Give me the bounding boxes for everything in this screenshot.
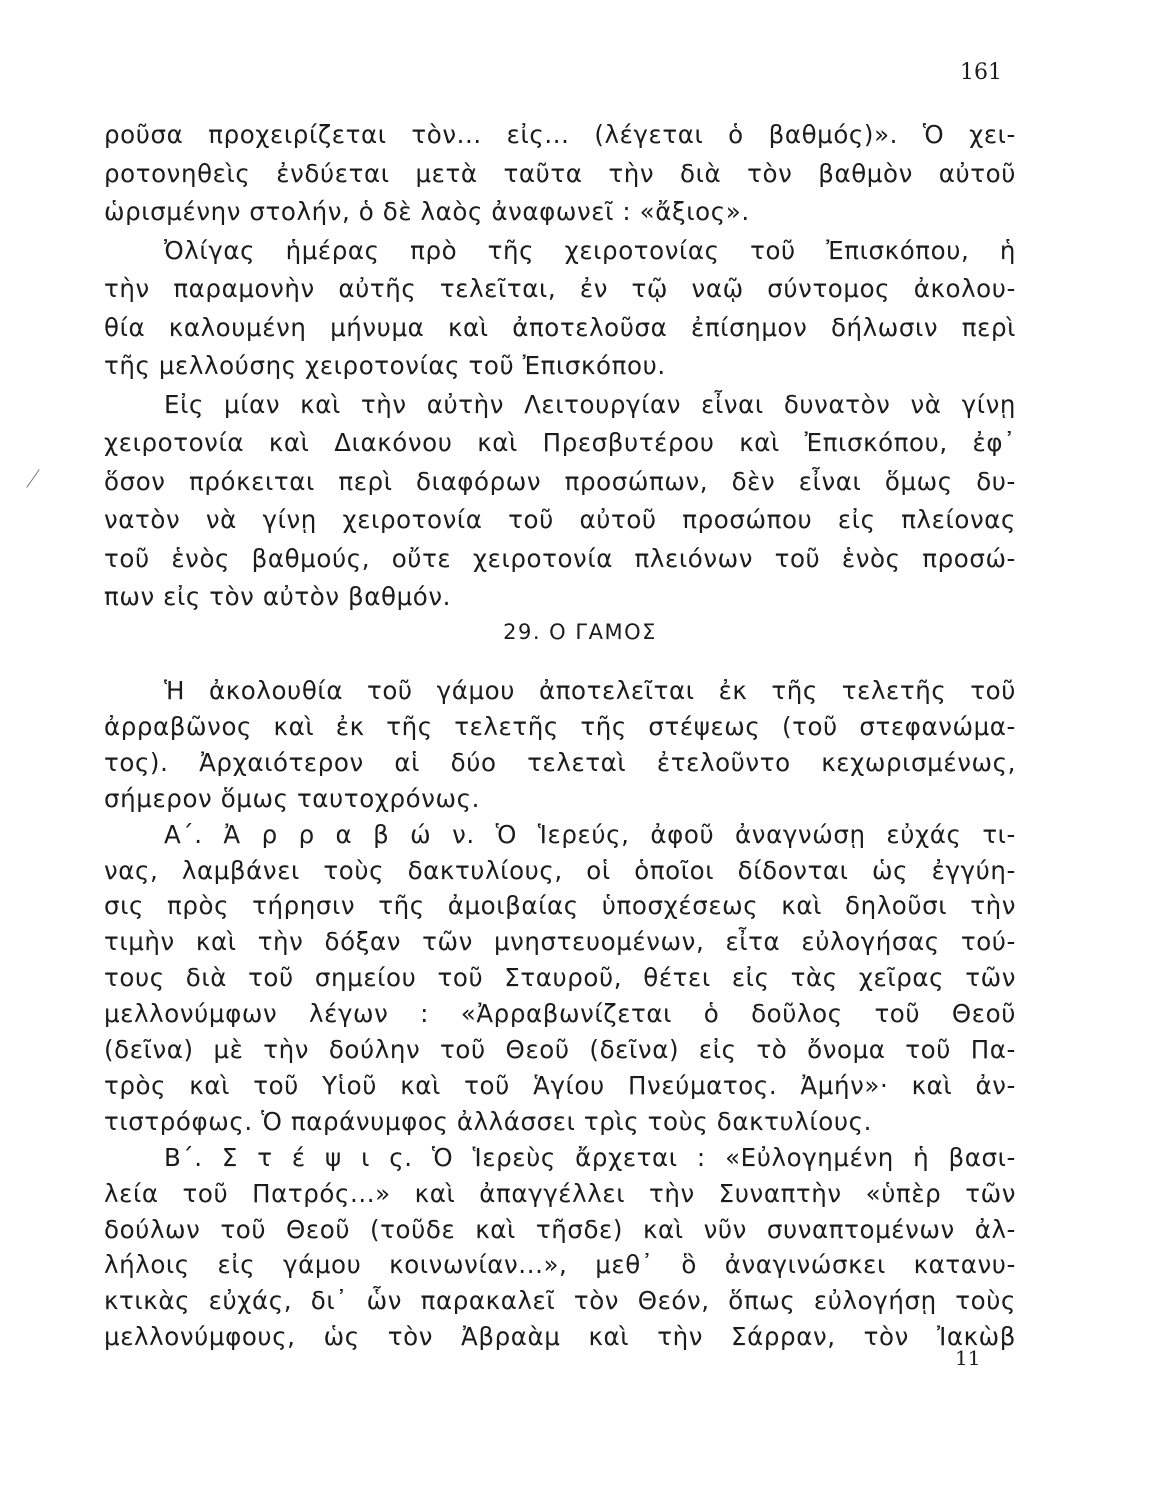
text-line: ροτονηθεὶς ἐνδύεται μετὰ ταῦτα τὴν διὰ τὸν βαθμὸν αὐτοῦ	[104, 158, 1016, 188]
text-line: Β΄. Σ τ έ ψ ι ς. Ὁ Ἱερεὺς ἄρχεται : «Εὐλογημένη ἡ βασι-	[164, 1142, 1016, 1172]
text-line: Ὀλίγας ἡμέρας πρὸ τῆς χειροτονίας τοῦ Ἐπισκόπου, ἡ	[164, 235, 1016, 265]
text-line: τρὸς καὶ τοῦ Υἱοῦ καὶ τοῦ Ἁγίου Πνεύματος. Ἀμήν»· καὶ ἀν-	[104, 1070, 1016, 1100]
text-line: μελλονύμφων λέγων : «Ἀρραβωνίζεται ὁ δοῦλος τοῦ Θεοῦ	[104, 999, 1016, 1029]
text-line: ἀρραβῶνος καὶ ἐκ τῆς τελετῆς τῆς στέψεως (τοῦ στεφανώμα-	[104, 711, 1016, 741]
text-line: ὅσον πρόκειται περὶ διαφόρων προσώπων, δὲν εἶναι ὅμως δυ-	[104, 466, 1016, 496]
text-line: σις πρὸς τήρησιν τῆς ἀμοιβαίας ὑποσχέσεως καὶ δηλοῦσι τὴν	[104, 891, 1016, 921]
text-line: Εἰς μίαν καὶ τὴν αὐτὴν Λειτουργίαν εἶναι δυνατὸν νὰ γίνῃ	[164, 389, 1016, 419]
text-line: λεία τοῦ Πατρός...» καὶ ἀπαγγέλλει τὴν Συναπτὴν «ὑπὲρ τῶν	[104, 1178, 1016, 1208]
text-line: τιστρόφως. Ὁ παράνυμφος ἀλλάσσει τρὶς τοὺς δακτυλίους.	[104, 1106, 872, 1136]
text-line: τῆς μελλούσης χειροτονίας τοῦ Ἐπισκόπου.	[104, 351, 666, 380]
text-line: χειροτονία καὶ Διακόνου καὶ Πρεσβυτέρου καὶ Ἐπισκόπου, ἐφ᾽	[104, 428, 1016, 457]
text-line: μελλονύμφους, ὡς τὸν Ἀβραὰμ καὶ τὴν Σάρραν, τὸν Ἰακὼβ	[104, 1322, 1016, 1352]
text-line: τοῦ ἑνὸς βαθμούς, οὔτε χειροτονία πλειόνων τοῦ ἑνὸς προσώ-	[104, 543, 1016, 573]
text-line: ροῦσα προχειρίζεται τὸν... εἰς... (λέγεται ὁ βαθμός)». Ὁ χει-	[104, 120, 1016, 149]
text-line: δούλων τοῦ Θεοῦ (τοῦδε καὶ τῆσδε) καὶ νῦν συναπτομένων ἀλ-	[104, 1214, 1016, 1244]
text-line: (δεῖνα) μὲ τὴν δούλην τοῦ Θεοῦ (δεῖνα) εἰς τὸ ὄνομα τοῦ Πα-	[104, 1035, 1016, 1064]
section-heading: 29. Ο ΓΑΜΟΣ	[503, 620, 657, 644]
page-number: 161	[960, 60, 1002, 85]
text-line: Ἡ ἀκολουθία τοῦ γάμου ἀποτελεῖται ἐκ τῆς τελετῆς τοῦ	[164, 676, 1016, 705]
text-line: θία καλουμένη μήνυμα καὶ ἀποτελοῦσα ἐπίσημον δήλωσιν περὶ	[104, 312, 1016, 342]
text-line: τους διὰ τοῦ σημείου τοῦ Σταυροῦ, θέτει εἰς τὰς χεῖρας τῶν	[104, 963, 1016, 993]
text-line: ὡρισμένην στολήν, ὁ δὲ λαὸς ἀναφωνεῖ : «ἄξιος».	[104, 197, 750, 226]
text-line: τιμὴν καὶ τὴν δόξαν τῶν μνηστευομένων, εἶτα εὐλογήσας τού-	[104, 927, 1016, 957]
text-line: τος). Ἀρχαιότερον αἱ δύο τελεταὶ ἐτελοῦντο κεχωρισμένως,	[104, 747, 1016, 777]
text-line: νας, λαμβάνει τοὺς δακτυλίους, οἱ ὁποῖοι δίδονται ὡς ἐγγύη-	[104, 855, 1016, 885]
text-line: λήλοις εἰς γάμου κοινωνίαν...», μεθ᾽ ὃ ἀναγινώσκει κατανυ-	[104, 1250, 1016, 1280]
text-line: Α΄. Ἀ ρ ρ α β ώ ν. Ὁ Ἱερεύς, ἀφοῦ ἀναγνώσῃ εὐχάς τι-	[164, 819, 1016, 849]
text-line: σήμερον ὅμως ταυτοχρόνως.	[104, 783, 481, 813]
gathering-mark: 11	[955, 1346, 981, 1370]
text-line: κτικὰς εὐχάς, δι᾽ ὧν παρακαλεῖ τὸν Θεόν, ὅπως εὐλογήσῃ τοὺς	[104, 1286, 1016, 1316]
text-line: νατὸν νὰ γίνῃ χειροτονία τοῦ αὐτοῦ προσώπου εἰς πλείονας	[104, 505, 1016, 534]
text-line: πων εἰς τὸν αὐτὸν βαθμόν.	[104, 582, 452, 611]
stray-pencil-mark	[26, 469, 39, 488]
text-line: τὴν παραμονὴν αὐτῆς τελεῖται, ἐν τῷ ναῷ σύντομος ἀκολου-	[104, 274, 1016, 303]
